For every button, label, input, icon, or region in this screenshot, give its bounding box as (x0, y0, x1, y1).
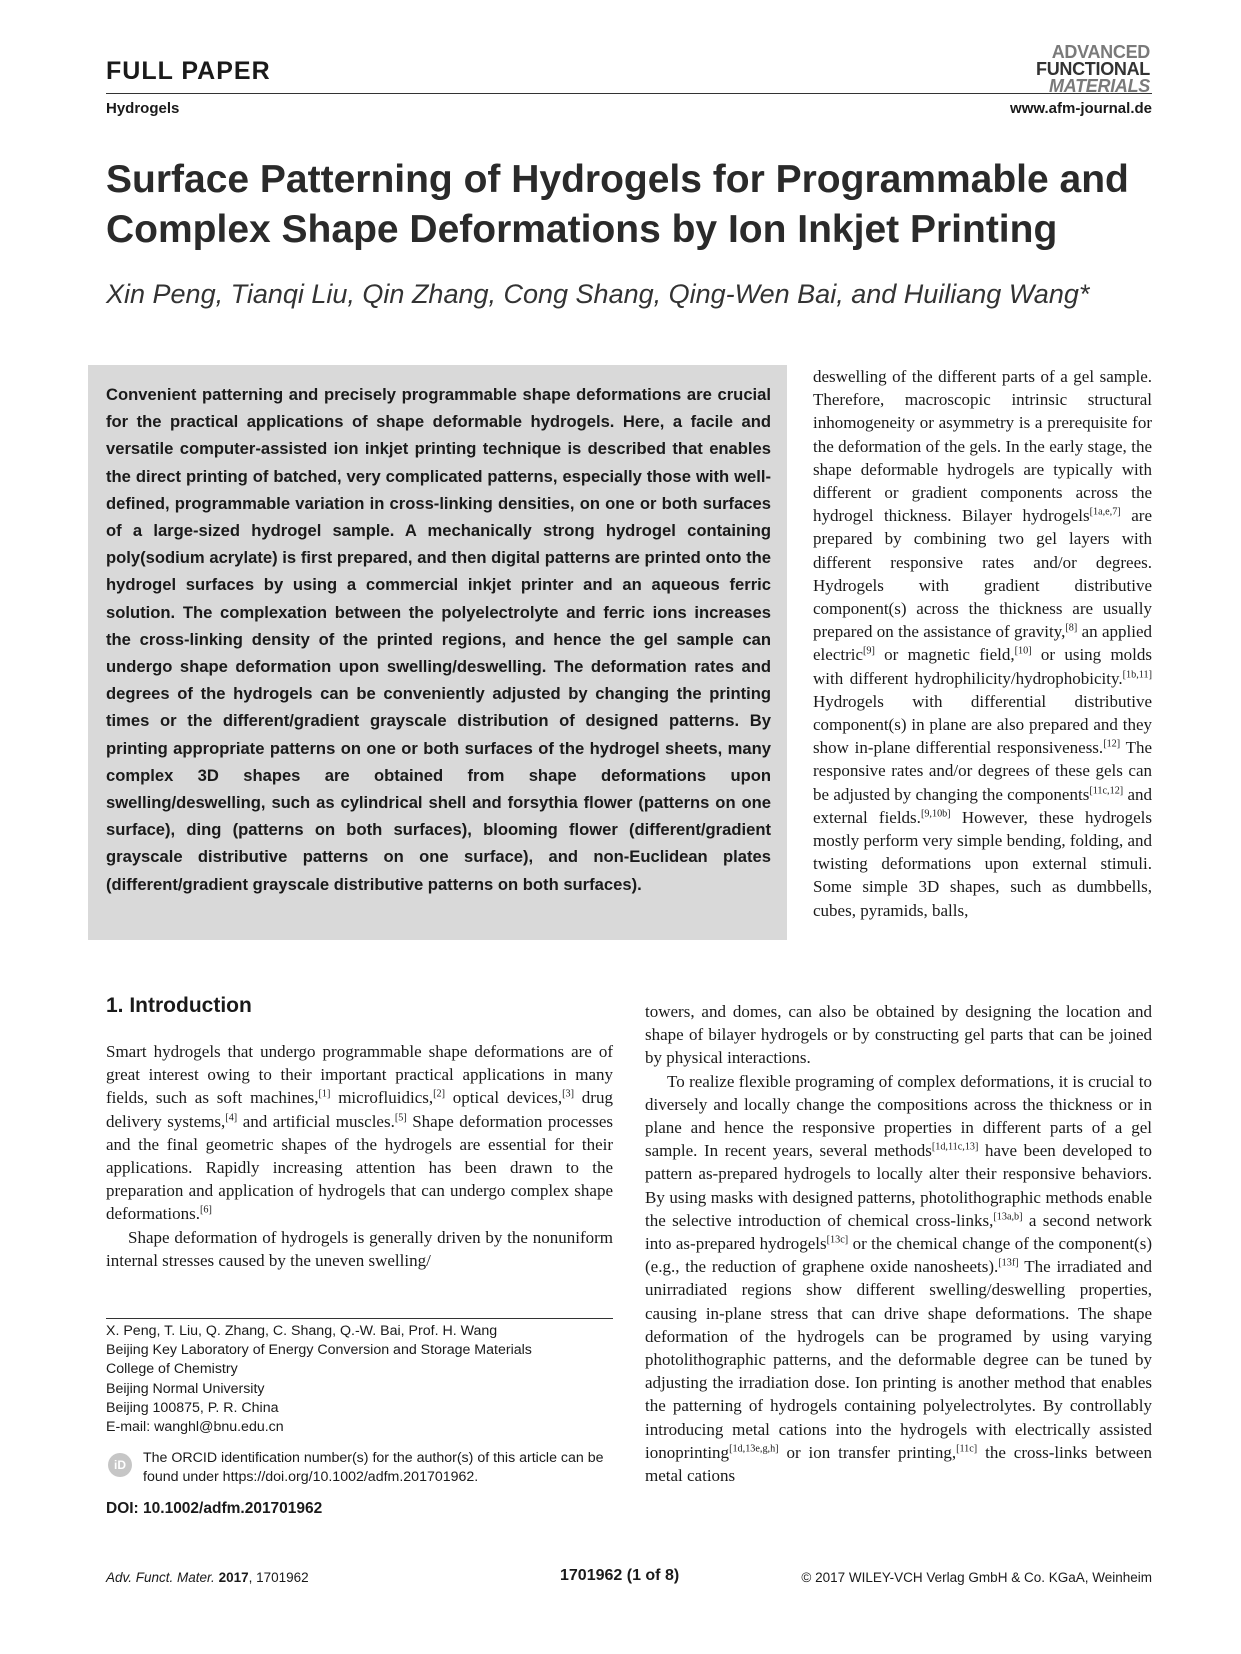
citation-ref[interactable]: [11c,12] (1089, 785, 1124, 796)
citation-ref[interactable]: [1d,11c,13] (931, 1141, 979, 1153)
citation-ref[interactable]: [1] (318, 1088, 331, 1100)
section-heading-introduction: 1. Introduction (106, 994, 252, 1017)
journal-logo (1030, 44, 1150, 95)
citation-ref[interactable]: [13a,b] (993, 1211, 1023, 1223)
citation-ref[interactable]: [11c] (956, 1443, 978, 1455)
affiliation-lab: Beijing Key Laboratory of Energy Conversion and Storage Materials (106, 1342, 532, 1359)
affiliation-email[interactable]: E-mail: wanghl@bnu.edu.cn (106, 1419, 284, 1436)
affiliation-authors: X. Peng, T. Liu, Q. Zhang, C. Shang, Q.-W. Bai, Prof. H. Wang (106, 1323, 498, 1339)
citation-ref[interactable]: [1d,13e,g,h] (729, 1443, 779, 1455)
orcid-icon: iD (108, 1453, 132, 1477)
citation-ref[interactable]: [1a,e,7] (1089, 506, 1121, 518)
citation-ref[interactable]: [9] (863, 645, 875, 657)
citation-ref[interactable]: [13c] (826, 1234, 849, 1246)
affiliation-university: Beijing Normal University (106, 1380, 265, 1397)
citation-ref[interactable]: [6] (199, 1204, 212, 1216)
paragraph: Shape deformation of hydrogels is generally driven by the nonuniform internal stresses caused by the uneven swelling/ (106, 1227, 613, 1270)
citation-ref[interactable]: [2] (433, 1088, 445, 1100)
citation-ref[interactable]: [5] (394, 1111, 407, 1123)
citation-ref[interactable]: [9,10b] (920, 808, 951, 820)
section-label: Hydrogels (106, 100, 180, 117)
journal-url-link[interactable]: www.afm-journal.de (1010, 100, 1152, 117)
left-column-body: Smart hydrogels that undergo programmable shape deformations are of great interest owing to their important practical applications in many fields, such as soft machines,[1] microfluidics,[2] optical devices,[3] drug delivery systems,[4] and artificial muscles.[5] Shape deformation processes and the final geometric shapes of the hydrogels are essential for their applications. Rapidly increasing attention has been drawn to the preparation and application of hydrogels that can undergo complex shape deformations.[6] Shape deformation of hydrogels is generally driven by the nonuniform internal stresses caused by the uneven swelling/ (106, 1040, 613, 1272)
affiliation-divider (106, 1318, 613, 1319)
author-list: Xin Peng, Tianqi Liu, Qin Zhang, Cong Shang, Qing-Wen Bai, and Huiliang Wang* (106, 279, 1090, 309)
full-paper-label: FULL PAPER (106, 57, 271, 85)
citation-ref[interactable]: [13f] (998, 1257, 1019, 1269)
affiliation-address: Beijing 100875, P. R. China (106, 1399, 279, 1416)
right-column-top: deswelling of the different parts of a gel sample. Therefore, macroscopic intrinsic structural inhomogeneity or asymmetry is a prerequisite for the deformation of the gels. In the early stage, the shape deformable hydrogels are typically with different or gradient components across the hydrogel thickness. Bilayer hydrogels[1a,e,7] are prepared by combining two gel layers with different responsive rates and/or degrees. Hydrogels with gradient distributive component(s) across the thickness are usually prepared on the assistance of gravity,[8] an applied electric[9] or magnetic field,[10] or using molds with different hydrophilicity/hydrophobicity.[1b,11] Hydrogels with differential distributive component(s) in plane are also prepared and they show in-plane differential responsiveness.[12] The responsive rates and/or degrees of these gels can be adjusted by changing the components[11c,12] and external fields.[9,10b] However, these hydrogels mostly perform very simple bending, folding, and twisting deformations upon external stimuli. Some simple 3D shapes, such as dumbbells, cubes, pyramids, balls, (813, 367, 1153, 920)
citation-ref[interactable]: [4] (225, 1111, 238, 1123)
abstract-text: Convenient patterning and precisely programmable shape deformations are crucial for the practical applications of shape deformable hydrogels. Here, a facile and versatile computer-assisted ion inkjet printing technique is described that enables the direct printing of batched, very complicated patterns, especially those with well-defined, programmable variation in cross-linking densities, on one or both surfaces of a large-sized hydrogel sample. A mechanically strong hydrogel containing poly(sodium acrylate) is first prepared, and then digital patterns are printed onto the hydrogel surfaces by using a commercial inkjet printer and an aqueous ferric solution. The complexation between the polyelectrolyte and ferric ions increases the cross-linking density of the printed regions, and hence the gel sample can undergo shape deformation upon swelling/deswelling. The deformation rates and degrees of the hydrogels can be conveniently adjusted by changing the printing times or the different/gradient grayscale distribution of designed patterns. By printing appropriate patterns on one or both surfaces of the hydrogel sheets, many complex 3D shapes are obtained from shape deformations upon swelling/deswelling, such as cylindrical shell and forsythia flower (patterns on one surface), ding (patterns on both surfaces), blooming flower (different/gradient grayscale distributive patterns on one surface), and non-Euclidean plates (different/gradient grayscale distributive patterns on both surfaces). (106, 385, 771, 894)
affiliation-college: College of Chemistry (106, 1361, 238, 1378)
header-divider (106, 93, 1152, 94)
right-column-body: towers, and domes, can also be obtained by designing the location and shape of bilayer hydrogels or by constructing gel parts that can be joined by physical interactions. To realize flexible programing of complex deformations, it is crucial to diversely and locally change the compositions across the thickness or in plane and hence the responsive properties in different parts of a gel sample. In recent years, several methods[1d,11c,13] have been developed to pattern as-prepared hydrogels to locally alter their responsive behaviors. By using masks with designed patterns, photolithographic methods enable the selective introduction of chemical cross-links,[13a,b] a second network into as-prepared hydrogels[13c] or the chemical change of the component(s) (e.g., the reduction of graphene oxide nanosheets).[13f] The irradiated and unirradiated regions show different swelling/deswelling properties, causing in-plane stress that can drive shape deformations. The shape deformation of the hydrogels can be programed by using varying photolithographic patterns, and the deformable degree can be tuned by adjusting the irradiation dose. Ion printing is another method that enables the patterning of hydrogels containing polyelectrolytes. By controllably introducing metal cations into the hydrogels with electrically assisted ionoprinting[1d,13e,g,h] or ion transfer printing,[11c] the cross-links between metal cations (645, 1002, 1153, 1486)
paragraph: towers, and domes, can also be obtained by designing the location and shape of bilayer hydrogels or by constructing gel parts that can be joined by physical interactions. (645, 1002, 1152, 1068)
logo-line-3: MATERIALS (1049, 76, 1150, 96)
logo-line-2: FUNCTIONAL (1036, 59, 1150, 79)
citation-ref[interactable]: [1b,11] (1122, 668, 1152, 680)
paper-title: Surface Patterning of Hydrogels for Programmable and Complex Shape Deformations by Ion Inkjet Printing (106, 158, 1129, 251)
citation-ref[interactable]: [12] (1103, 738, 1121, 750)
doi-link[interactable]: DOI: 10.1002/adfm.201701962 (106, 1500, 323, 1517)
footer-citation: Adv. Funct. Mater. 2017, 1701962 (106, 1570, 309, 1585)
citation-ref[interactable]: [3] (562, 1088, 574, 1100)
affiliation-block (106, 1322, 613, 1437)
citation-ref[interactable]: [10] (1014, 645, 1032, 657)
logo-line-1: ADVANCED (1051, 42, 1150, 62)
citation-ref[interactable]: [8] (1065, 622, 1078, 634)
footer-copyright: © 2017 WILEY-VCH Verlag GmbH & Co. KGaA, Weinheim (801, 1570, 1152, 1585)
page-number: 1701962 (1 of 8) (560, 1567, 680, 1584)
orcid-note: The ORCID identification number(s) for the author(s) of this article can be found under https://doi.org/10.1002/adfm.201701962. (143, 1450, 604, 1486)
